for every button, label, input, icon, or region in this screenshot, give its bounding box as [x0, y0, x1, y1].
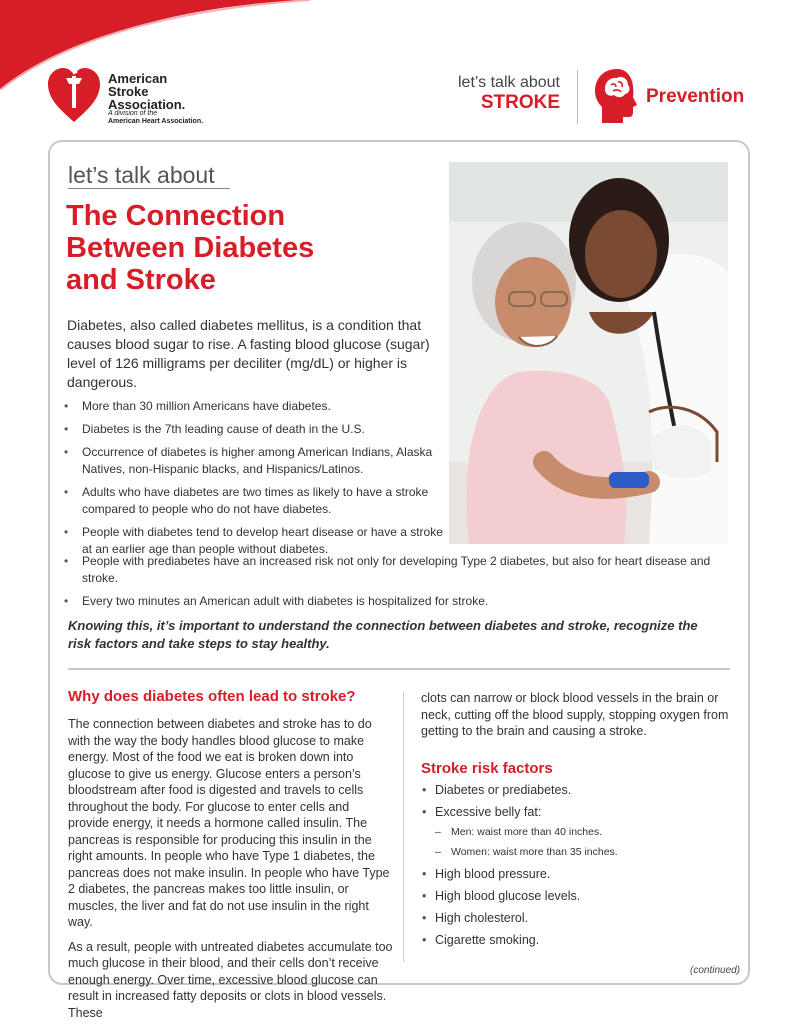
logo-org-name: American Stroke Association. [108, 71, 186, 112]
header-divider [577, 70, 578, 124]
series-label [452, 74, 560, 114]
list-item: • High blood glucose levels. [421, 888, 741, 904]
belly-fat-sublist [435, 824, 741, 860]
category-label: Prevention [646, 86, 745, 107]
facts-list-continued [62, 553, 722, 616]
why-paragraph-1: The connection between diabetes and stroke has to do with the way the body handles blood glucose to make energy. Most of the food we eat is broken down into glucose to give us energy. Glucose enters a person’s bloodstream after food is digested and travels to cells throughout the body. For glucose to enter cells and provide energy, it needs a hormone called insulin. The pancreas is responsible for producing this insulin in the right amounts. In people who have Type 1 diabetes, the pancreas does not make insulin. In people who have Type 2 diabetes, the pancreas makes too little insulin, or muscles, the liver and fat do not use insulin in the right way. [68, 717, 390, 929]
sublist-item: – Men: waist more than 40 inches. [435, 824, 741, 840]
series-topic: STROKE [480, 92, 560, 113]
why-body-continued [421, 690, 736, 748]
list-item [421, 804, 741, 860]
list-item: • High cholesterol. [421, 910, 741, 926]
closing-statement: Knowing this, it’s important to understand the connection between diabetes and stroke, recognize the risk factors and take steps to stay healthy. [68, 618, 698, 651]
list-item: • Occurrence of diabetes is higher among American Indians, Alaska Natives, non-Hispanic blacks, and Hispanics/Latinos. [62, 444, 447, 478]
continued-note: (continued) [690, 965, 741, 976]
kicker-underline [68, 188, 230, 189]
list-item-label: Excessive belly fat: [435, 805, 542, 819]
american-stroke-association-logo[interactable] [46, 60, 216, 130]
list-item: • Diabetes is the 7th leading cause of death in the U.S. [62, 421, 447, 438]
list-item: • More than 30 million Americans have diabetes. [62, 398, 447, 415]
risk-factors-heading: Stroke risk factors [421, 760, 553, 777]
column-divider [403, 692, 404, 962]
page-title: The Connection Between Diabetes and Stroke [66, 200, 315, 296]
why-body [68, 716, 393, 1029]
risk-factors-list [421, 782, 741, 954]
heart-torch-icon [46, 62, 102, 124]
why-paragraph-3: clots can narrow or block blood vessels in the brain or neck, cutting off the blood supply, stopping oxygen from getting to the brain and causing a stroke. [421, 691, 729, 738]
nurse-patient-photo [449, 162, 728, 544]
list-item: • Cigarette smoking. [421, 932, 741, 948]
list-item: • Every two minutes an American adult with diabetes is hospitalized for stroke. [62, 593, 722, 610]
section-divider [68, 668, 730, 670]
why-paragraph-2: As a result, people with untreated diabetes accumulate too much glucose in their blood, and their cells don’t receive enough energy. Over time, excessive blood glucose can result in increased fatty deposits or clots in blood vessels. These [68, 939, 393, 1020]
kicker: let’s talk about [68, 162, 215, 188]
sublist-item: – Women: waist more than 35 inches. [435, 844, 741, 860]
list-item: • Adults who have diabetes are two times as likely to have a stroke compared to people who do not have diabetes. [62, 484, 447, 518]
series-label-text: let’s talk about [458, 74, 560, 91]
facts-list [62, 398, 447, 564]
logo-subtitle: A division of the American Heart Association. [108, 110, 204, 125]
list-item: • Diabetes or prediabetes. [421, 782, 741, 798]
list-item: • People with prediabetes have an increased risk not only for developing Type 2 diabetes, but also for heart disease and stroke. [62, 553, 722, 587]
list-item: • High blood pressure. [421, 866, 741, 882]
list-item: • People with diabetes tend to develop heart disease or have a stroke at an earlier age than people without diabetes. [62, 524, 447, 558]
why-heading: Why does diabetes often lead to stroke? [68, 688, 356, 705]
intro-paragraph: Diabetes, also called diabetes mellitus, is a condition that causes blood sugar to rise. A fasting blood glucose (sugar) level of 126 milligrams per deciliter (mg/dL) or higher is dangerous. [67, 317, 430, 390]
brain-head-icon [593, 67, 641, 125]
